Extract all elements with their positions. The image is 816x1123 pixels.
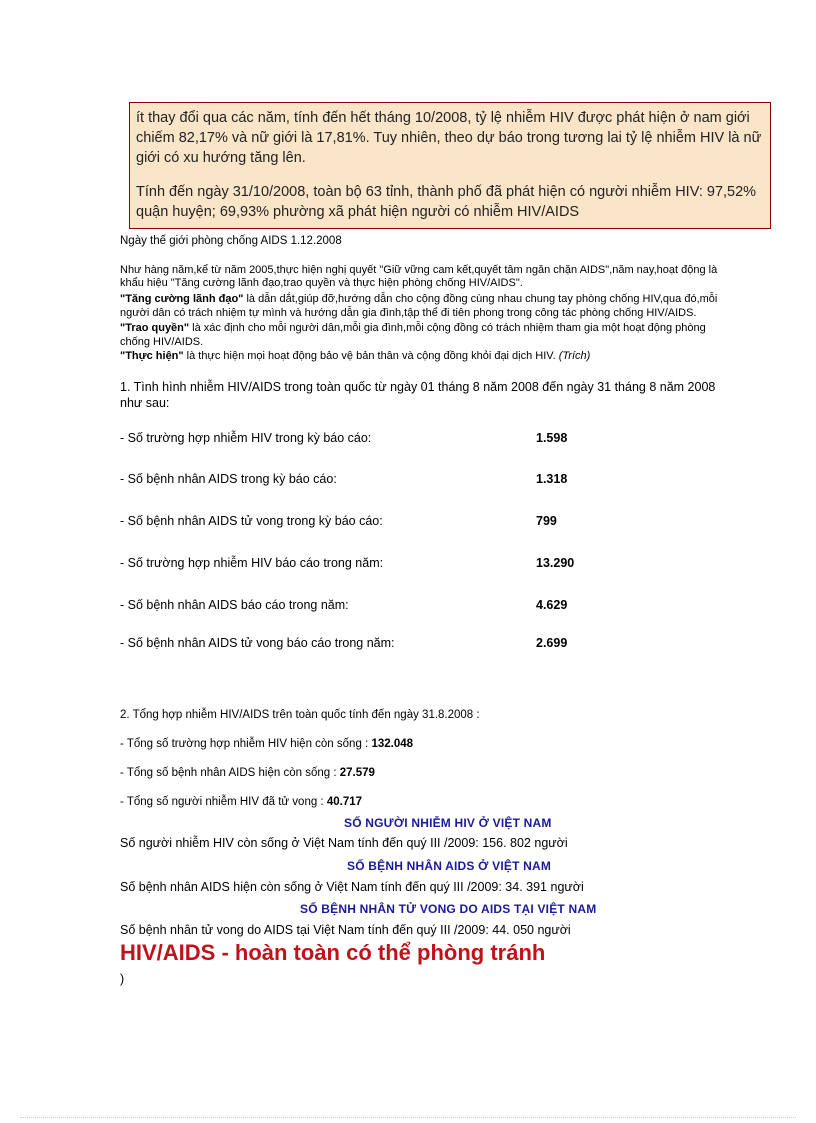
leadership-line xyxy=(120,293,717,306)
empowerment-line-2: chống HIV/AIDS. xyxy=(120,336,204,348)
stat-value: 1.318 xyxy=(536,472,568,486)
closing-paren: ) xyxy=(120,972,125,986)
stat-label: - Số bệnh nhân AIDS báo cáo trong năm: xyxy=(120,598,349,612)
stat-label: - Số bệnh nhân AIDS trong kỳ báo cáo: xyxy=(120,472,337,486)
empowerment-term: "Trao quyền" xyxy=(120,322,190,334)
total-item xyxy=(120,738,413,751)
leadership-term: "Tăng cường lãnh đạo" xyxy=(120,293,244,305)
stat-value: 799 xyxy=(536,514,557,528)
aids-deaths-vietnam-title: SỐ BỆNH NHÂN TỬ VONG DO AIDS TẠI VIỆT NAM xyxy=(300,902,597,916)
implementation-text: là thực hiện mọi hoạt động bảo vệ bản thân và cộng đồng khỏi đại dịch HIV. xyxy=(183,350,559,362)
empowerment-line xyxy=(120,322,706,335)
slogan-line-1: Như hàng năm,kể từ năm 2005,thực hiện nghị quyết "Giữ vững cam kết,quyết tâm ngăn chặn AIDS",năm nay,hoạt động là xyxy=(120,264,718,276)
stat-value: 1.598 xyxy=(536,431,568,445)
implementation-term: "Thực hiện" xyxy=(120,350,184,362)
stat-label: - Số trường hợp nhiễm HIV báo cáo trong năm: xyxy=(120,556,384,570)
slogan-line-2: khẩu hiệu "Tăng cường lãnh đạo,trao quyền và thực hiện phòng chống HIV/AIDS". xyxy=(120,277,523,289)
quote-note: (Trích) xyxy=(558,350,591,362)
aids-deaths-vietnam-text: Số bệnh nhân tử vong do AIDS tại Việt Nam tính đến quý III /2009: 44. 050 người xyxy=(120,923,571,937)
stat-label: - Số trường hợp nhiễm HIV trong kỳ báo cáo: xyxy=(120,431,372,445)
headline: HIV/AIDS - hoàn toàn có thể phòng tránh xyxy=(120,940,546,965)
stat-value: 4.629 xyxy=(536,598,568,612)
empowerment-text: là xác định cho mỗi người dân,mỗi gia đình,mỗi cộng đồng có trách nhiệm tham gia một hoạt động phòng xyxy=(189,322,706,334)
world-aids-day-title: Ngày thế giới phòng chống AIDS 1.12.2008 xyxy=(120,235,342,247)
stat-label: - Số bệnh nhân AIDS tử vong trong kỳ báo cáo: xyxy=(120,514,383,528)
total-value: 132.048 xyxy=(371,738,414,750)
total-label: - Tổng số trường hợp nhiễm HIV hiện còn sống : xyxy=(120,738,372,750)
hiv-vietnam-text: Số người nhiễm HIV còn sống ở Việt Nam tính đến quý III /2009: 156. 802 người xyxy=(120,836,568,850)
highlight-box xyxy=(129,102,771,229)
total-value: 27.579 xyxy=(339,767,375,779)
leadership-text: là dẫn dắt,giúp đỡ,hướng dẫn cho cộng đồng cùng nhau chung tay phòng chống HIV,qua đó,mỗi xyxy=(243,293,718,305)
section1-heading-cont: như sau: xyxy=(120,396,170,410)
page-divider xyxy=(20,1117,796,1118)
box-paragraph-2: Tính đến ngày 31/10/2008, toàn bộ 63 tỉnh, thành phố đã phát hiện có người nhiễm HIV: 97,52% quận huyện; 69,93% phường xã phát hiện người có nhiễm HIV/AIDS xyxy=(136,184,757,220)
implementation-line xyxy=(120,350,590,363)
total-label: - Tổng số bệnh nhân AIDS hiện còn sống : xyxy=(120,767,340,779)
section1-heading: 1. Tình hình nhiễm HIV/AIDS trong toàn quốc từ ngày 01 tháng 8 năm 2008 đến ngày 31 tháng 8 năm 2008 xyxy=(120,380,716,394)
aids-vietnam-text: Số bệnh nhân AIDS hiện còn sống ở Việt Nam tính đến quý III /2009: 34. 391 người xyxy=(120,880,584,894)
section2-heading: 2. Tổng hợp nhiễm HIV/AIDS trên toàn quốc tính đến ngày 31.8.2008 : xyxy=(120,709,480,721)
stat-label: - Số bệnh nhân AIDS tử vong báo cáo trong năm: xyxy=(120,636,395,650)
stat-value: 13.290 xyxy=(536,556,575,570)
total-value: 40.717 xyxy=(326,796,363,808)
hiv-vietnam-title: SỐ NGƯỜI NHIỄM HIV Ở VIỆT NAM xyxy=(344,816,552,830)
box-paragraph-1: ít thay đổi qua các năm, tính đến hết tháng 10/2008, tỷ lệ nhiễm HIV được phát hiện ở nam giới chiếm 82,17% và nữ giới là 17,81%. Tuy nhiên, theo dự báo trong tương lai tỷ lệ nhiễm HIV là nữ giới có xu hướng tăng lên. xyxy=(136,110,762,166)
leadership-line-2: người dân có trách nhiệm tự mình và hướng dẫn gia đình,tập thể đi tiên phong trong công tác phòng chống HIV/AIDS. xyxy=(120,307,697,319)
stat-value: 2.699 xyxy=(536,636,568,650)
total-label: - Tổng số người nhiễm HIV đã tử vong : xyxy=(120,796,327,808)
total-item xyxy=(120,796,362,809)
total-item xyxy=(120,767,375,780)
aids-vietnam-title: SỐ BỆNH NHÂN AIDS Ở VIỆT NAM xyxy=(347,859,552,873)
